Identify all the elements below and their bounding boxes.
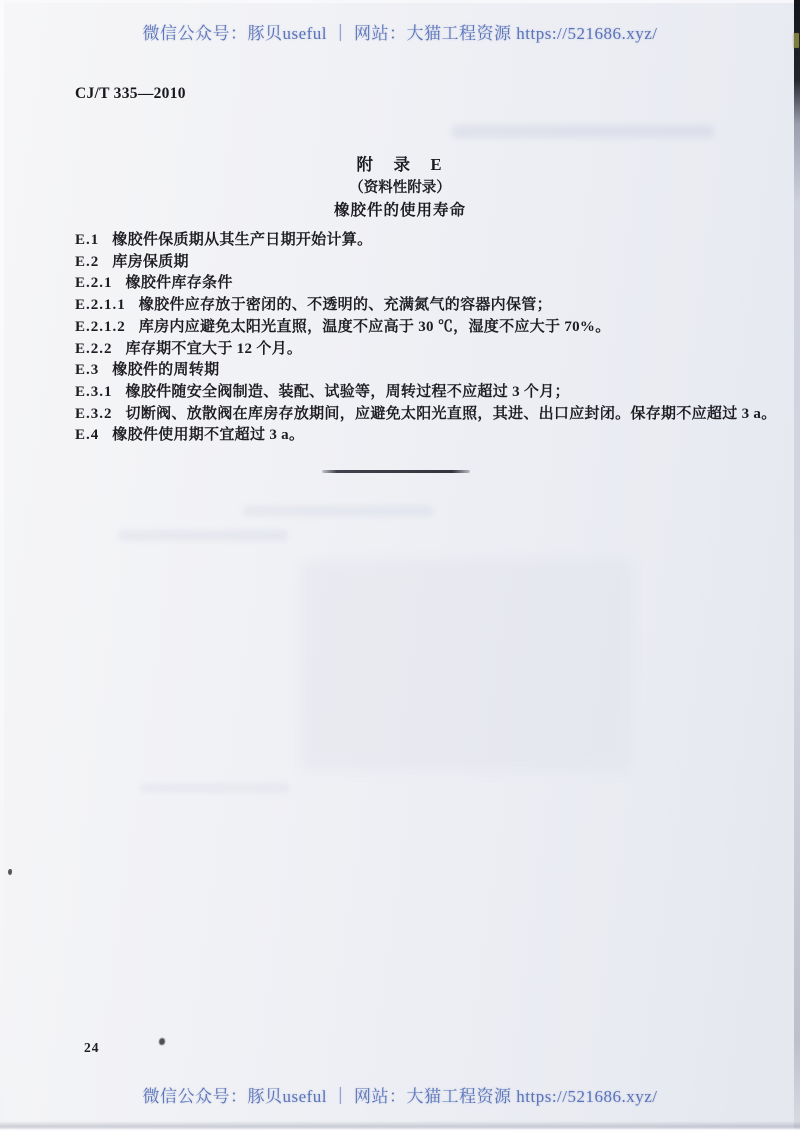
clause-line [75,425,760,447]
clause-line [75,252,760,274]
clause-number: E.3.1 [75,383,113,400]
clause-list [75,230,777,447]
clause-number: E.2.1.2 [75,318,126,335]
clause-text: 橡胶件库存条件 [125,275,233,292]
appendix-heading: 橡胶件的使用寿命 [333,202,466,219]
scan-edge-bottom [0,1121,800,1131]
bleed-through-smudge [140,783,290,793]
end-of-text-divider [322,470,470,473]
clause-text: 橡胶件使用期不宜超过 3 a。 [112,427,305,444]
clause-number: E.1 [75,232,100,248]
page-number: 24 [84,1040,100,1055]
clause-line [75,404,777,426]
clause-text: 切断阀、放散阀在库房存放期间，应避免太阳光直照，其进、出口应封闭。保存期不应超过 3 a。 [125,405,777,422]
clause-line [75,360,760,382]
clause-text: 橡胶件保质期从其生产日期开始计算。 [112,232,373,248]
clause-line [75,295,760,317]
clause-text: 橡胶件随安全阀制造、装配、试验等，周转过程不应超过 3 个月； [125,383,570,400]
bleed-through-smudge [452,125,714,138]
appendix-title: 附 录 E [356,155,444,174]
clause-line [75,230,760,252]
clause-number: E.4 [75,427,100,444]
clause-text: 库房内应避免太阳光直照，温度不应高于 30 ℃，湿度不应大于 70%。 [138,318,611,335]
clause-number: E.2 [75,253,100,270]
clause-text: 橡胶件的周转期 [112,362,220,379]
clause-number: E.3 [75,362,100,379]
clause-number: E.3.2 [75,405,113,422]
clause-line [75,382,760,404]
scan-ink-dot [8,869,12,875]
clause-line [75,317,760,339]
appendix-subtitle: （资料性附录） [349,180,451,196]
bleed-through-smudge [118,530,288,541]
scan-ink-speck [159,1038,165,1045]
clause-text: 库存期不宜大于 12 个月。 [125,340,303,357]
bleed-through-smudge [300,560,630,770]
watermark-top: 微信公众号：豚贝useful ｜ 网站：大猫工程资源 https://521686.xyz/ [142,24,658,43]
bleed-through-smudge [243,506,433,516]
watermark-bottom: 微信公众号：豚贝useful ｜ 网站：大猫工程资源 https://521686.xyz/ [142,1087,658,1106]
clause-number: E.2.2 [75,340,113,357]
clause-text: 橡胶件应存放于密闭的、不透明的、充满氮气的容器内保管； [138,297,552,314]
standard-code: CJ/T 335—2010 [75,85,186,102]
clause-number: E.2.1 [75,275,113,292]
clause-number: E.2.1.1 [75,297,126,314]
clause-line [75,339,760,361]
clause-line [75,273,760,295]
clause-text: 库房保质期 [112,253,189,270]
scan-edge-top [0,0,800,3]
